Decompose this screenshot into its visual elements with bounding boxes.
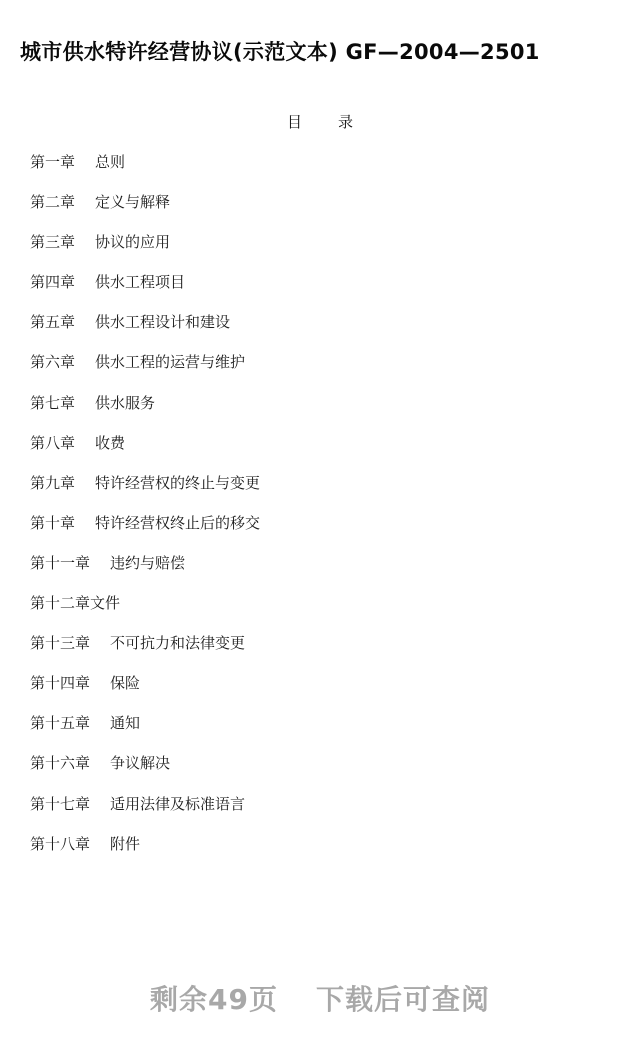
- toc-chapter-number: 第七章: [30, 393, 76, 412]
- toc-chapter-number: 第十七章: [30, 794, 91, 813]
- toc-chapter-title: 定义与解释: [95, 193, 171, 212]
- toc-chapter-title: 特许经营权的终止与变更: [95, 473, 261, 492]
- toc-chapter-title: 文件: [90, 594, 121, 613]
- toc-chapter-number: 第一章: [30, 153, 76, 171]
- toc-item: [30, 232, 260, 272]
- download-hint-text: 下载后可查阅: [315, 983, 490, 1016]
- toc-item: [30, 473, 260, 513]
- toc-chapter-title: 供水工程的运营与维护: [95, 353, 246, 372]
- toc-heading-left: 目: [286, 113, 302, 131]
- toc-item: [30, 553, 260, 593]
- toc-chapter-title: 保险: [110, 674, 141, 693]
- toc-heading: [0, 111, 640, 132]
- toc-chapter-title: 争议解决: [110, 754, 171, 773]
- toc-chapter-number: 第五章: [30, 313, 76, 332]
- toc-chapter-number: 第六章: [30, 353, 76, 372]
- toc-chapter-number: 第十四章: [30, 674, 91, 693]
- toc-item: [30, 152, 260, 192]
- toc-chapter-number: 第八章: [30, 433, 76, 452]
- toc-item: [30, 673, 260, 713]
- remaining-pages-text: 剩余49页: [150, 983, 278, 1016]
- toc-chapter-title: 供水工程项目: [95, 273, 186, 292]
- toc-item: [30, 633, 260, 673]
- toc-chapter-title: 总则: [95, 153, 126, 171]
- toc-chapter-number: 第十五章: [30, 714, 91, 733]
- toc-chapter-title: 不可抗力和法律变更: [110, 634, 246, 653]
- toc-heading-right: 录: [338, 113, 354, 131]
- toc-chapter-number: 第四章: [30, 273, 76, 292]
- toc-chapter-number: 第十六章: [30, 754, 91, 773]
- toc-item: [30, 593, 260, 633]
- toc-chapter-title: 特许经营权终止后的移交: [95, 513, 261, 532]
- toc-chapter-number: 第九章: [30, 473, 76, 492]
- toc-chapter-title: 供水工程设计和建设: [95, 313, 231, 332]
- toc-item: [30, 312, 260, 352]
- toc-item: [30, 513, 260, 553]
- toc-chapter-title: 适用法律及标准语言: [110, 794, 246, 813]
- download-watermark: [0, 978, 640, 1018]
- toc-chapter-title: 附件: [110, 834, 141, 853]
- toc-item: [30, 834, 260, 874]
- toc-chapter-number: 第十一章: [30, 553, 91, 572]
- toc-chapter-title: 协议的应用: [95, 233, 171, 252]
- toc-item: [30, 794, 260, 834]
- toc-chapter-number: 第二章: [30, 193, 76, 212]
- table-of-contents: [30, 152, 260, 874]
- toc-item: [30, 352, 260, 392]
- toc-chapter-number: 第十章: [30, 513, 76, 532]
- document-title: 城市供水特许经营协议(示范文本) GF—2004—2501: [20, 40, 540, 64]
- toc-item: [30, 713, 260, 753]
- toc-chapter-number: 第三章: [30, 233, 76, 252]
- toc-chapter-number: 第十三章: [30, 634, 91, 653]
- toc-chapter-title: 收费: [95, 433, 126, 452]
- toc-chapter-title: 违约与赔偿: [110, 553, 186, 572]
- toc-chapter-title: 供水服务: [95, 393, 156, 412]
- toc-item: [30, 192, 260, 232]
- toc-chapter-number: 第十二章: [30, 594, 91, 613]
- toc-item: [30, 753, 260, 793]
- toc-item: [30, 433, 260, 473]
- toc-chapter-title: 通知: [110, 714, 141, 733]
- toc-item: [30, 393, 260, 433]
- toc-chapter-number: 第十八章: [30, 834, 91, 853]
- toc-item: [30, 272, 260, 312]
